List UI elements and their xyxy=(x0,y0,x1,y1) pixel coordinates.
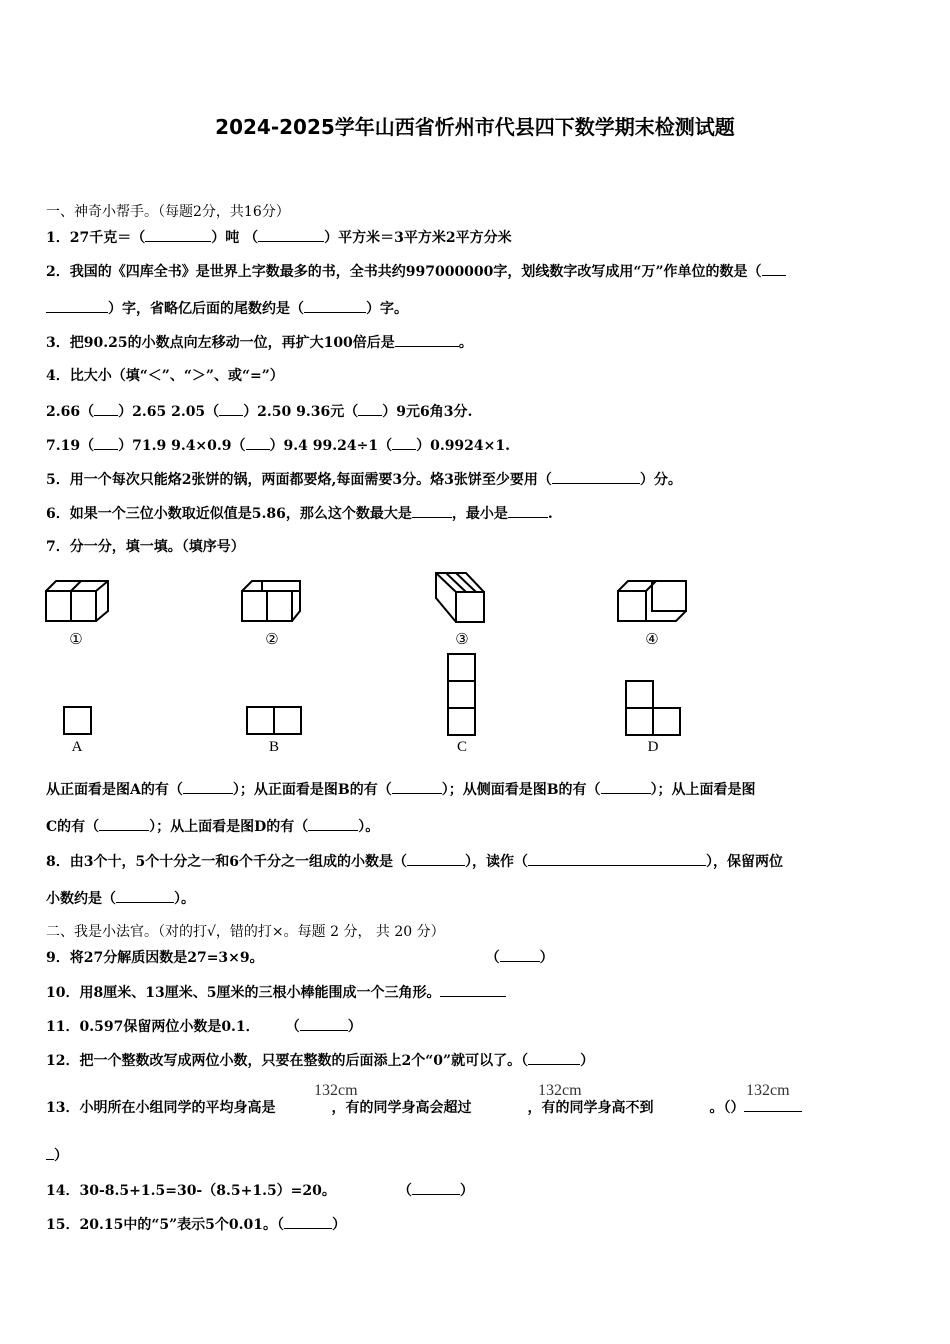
view-b xyxy=(243,704,307,756)
view-c xyxy=(444,651,484,756)
answer-blank[interactable] xyxy=(412,504,452,518)
answer-blank[interactable] xyxy=(744,1098,802,1112)
solid-figure-3 xyxy=(432,568,502,651)
question-13-line-2: ） xyxy=(46,1146,68,1165)
view-label: C xyxy=(456,739,468,755)
question-8-line-2: 小数约是（ ）。 xyxy=(46,891,195,907)
question-1: 1．27千克＝（ ）吨 （ ）平方米＝3平方米2平方分米 xyxy=(46,230,512,246)
answer-blank[interactable] xyxy=(145,228,211,242)
question-12: 12．把一个整数改写成两位小数，只要在整数的后面添上2个“0”就可以了。（ ） xyxy=(46,1053,595,1069)
answer-blank[interactable] xyxy=(46,1146,54,1160)
view-label: B xyxy=(268,739,280,755)
question-10: 10．用8厘米、13厘米、5厘米的三根小棒能围成一个三角形。 xyxy=(46,983,506,1002)
height-value: 132cm xyxy=(314,1082,358,1099)
question-4-head: 4．比大小（填“＜”、“＞”、或“=”） xyxy=(46,368,284,384)
answer-blank[interactable] xyxy=(94,402,118,416)
answer-blank[interactable] xyxy=(304,299,366,313)
answer-blank[interactable] xyxy=(183,780,233,794)
question-8-line-1: 8．由3个十，5个十分之一和6个千分之一组成的小数是（ ），读作（ ），保留两位 xyxy=(46,854,783,870)
answer-blank[interactable] xyxy=(392,780,442,794)
solid-label: ② xyxy=(265,632,279,648)
height-value: 132cm xyxy=(746,1082,790,1099)
answer-blank[interactable] xyxy=(395,333,459,347)
answer-blank[interactable] xyxy=(528,1051,580,1065)
answer-blank[interactable] xyxy=(440,983,506,997)
question-6: 6．如果一个三位小数取近似值是5.86，那么这个数最大是 ，最小是 . xyxy=(46,506,553,522)
view-d xyxy=(622,678,686,756)
question-7-head: 7．分一分，填一填。（填序号） xyxy=(46,539,245,555)
answer-blank[interactable] xyxy=(528,852,706,866)
section-1-header: 一、神奇小帮手。（每题2分，共16分） xyxy=(46,204,290,220)
question-3: 3．把90.25的小数点向左移动一位，再扩大100倍后是 。 xyxy=(46,335,473,351)
solid-figure-4 xyxy=(614,576,694,651)
answer-blank[interactable] xyxy=(508,504,548,518)
question-9: 9．将27分解质因数是27=3×9。 （ ） xyxy=(46,950,554,966)
section-2-header: 二、我是小法官。（对的打√，错的打×。每题 2 分， 共 20 分） xyxy=(46,924,445,940)
answer-blank[interactable] xyxy=(392,436,416,450)
answer-blank[interactable] xyxy=(219,402,243,416)
view-label: D xyxy=(647,739,659,755)
view-label: A xyxy=(71,739,83,755)
answer-blank[interactable] xyxy=(300,1017,348,1031)
answer-blank[interactable] xyxy=(412,1181,460,1195)
solid-figure-2 xyxy=(240,576,310,651)
answer-blank[interactable] xyxy=(246,436,270,450)
solid-label: ④ xyxy=(645,632,659,648)
answer-blank[interactable] xyxy=(552,470,640,484)
answer-blank[interactable] xyxy=(358,402,382,416)
question-15: 15．20.15中的“5”表示5个0.01。（ ） xyxy=(46,1217,347,1233)
question-13-line-1: 13．小明所在小组同学的平均身高是 ，有的同学身高会超过 ，有的同学身高不到 。（） xyxy=(46,1098,802,1117)
height-value: 132cm xyxy=(538,1082,582,1099)
question-4-row-1: 2.66（ ）2.65 2.05（ ）2.50 9.36元（ ）9元6角3分. xyxy=(46,404,473,420)
answer-blank[interactable] xyxy=(601,780,651,794)
question-14: 14．30-8.5+1.5=30-（8.5+1.5）=20。 （ ） xyxy=(46,1183,474,1199)
question-7-line-1: 从正面看是图A的有（ ）；从正面看是图B的有（ ）；从侧面看是图B的有（ ）；从上面看是图 xyxy=(46,782,756,798)
question-4-row-2: 7.19（ ）71.9 9.4×0.9（ ）9.4 99.24÷1（ ）0.9924×1. xyxy=(46,438,511,454)
question-11: 11．0.597保留两位小数是0.1． （ ） xyxy=(46,1019,362,1035)
page-title: 2024-2025学年山西省忻州市代县四下数学期末检测试题 xyxy=(215,115,735,139)
view-a xyxy=(60,704,100,756)
solid-label: ① xyxy=(69,632,83,648)
answer-blank[interactable] xyxy=(407,852,465,866)
solid-label: ③ xyxy=(455,632,469,648)
question-5: 5．用一个每次只能烙2张饼的锅，两面都要烙,每面需要3分。烙3张饼至少要用（ ）分。 xyxy=(46,472,682,488)
answer-blank[interactable] xyxy=(500,948,540,962)
answer-blank[interactable] xyxy=(94,436,118,450)
answer-blank[interactable] xyxy=(99,817,149,831)
solid-figure-1 xyxy=(44,576,114,651)
question-2-line-2: ）字，省略亿后面的尾数约是（ ）字。 xyxy=(46,299,408,318)
answer-blank[interactable] xyxy=(46,299,108,313)
answer-blank[interactable] xyxy=(284,1215,332,1229)
question-7-line-2: C的有（ ）；从上面看是图D的有（ ）。 xyxy=(46,819,380,835)
answer-blank[interactable] xyxy=(116,889,174,903)
question-2-line-1: 2．我国的《四库全书》是世界上字数最多的书，全书共约997000000字，划线数字改写成用“万”作单位的数是（ xyxy=(46,262,786,281)
answer-blank[interactable] xyxy=(308,817,358,831)
answer-blank[interactable] xyxy=(258,228,324,242)
answer-blank[interactable] xyxy=(762,262,786,276)
